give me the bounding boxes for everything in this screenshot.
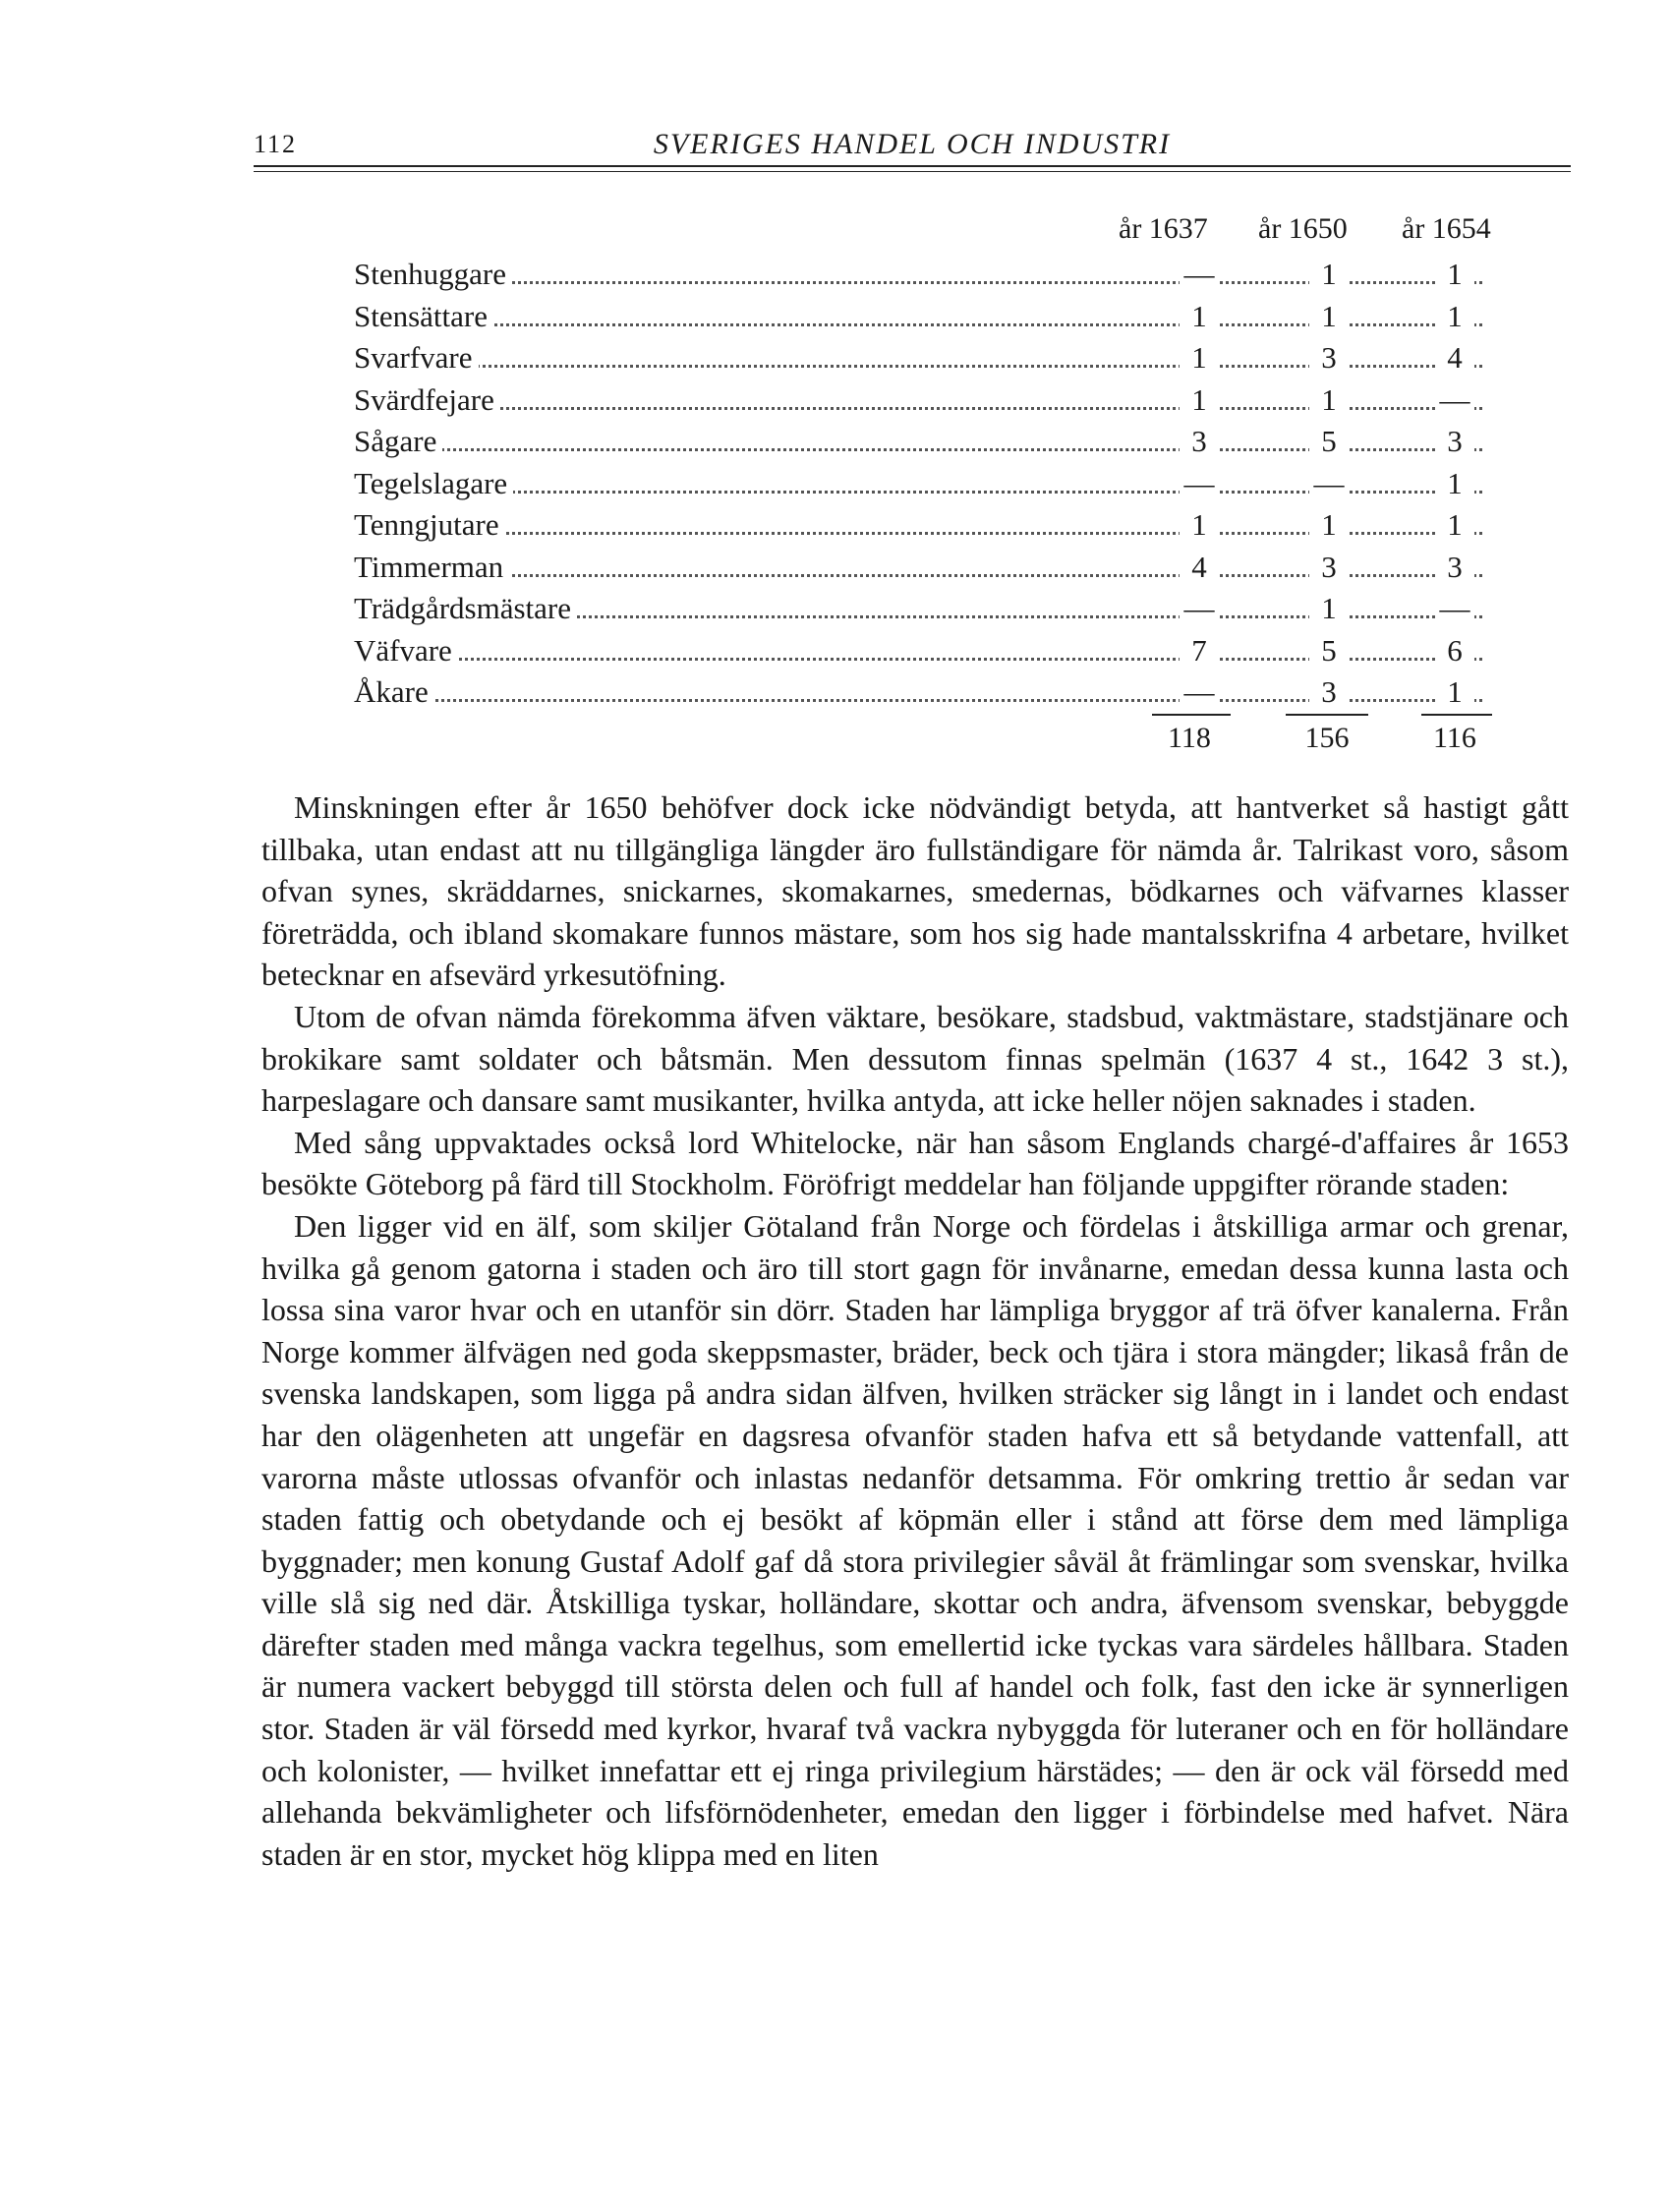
occupation-name: Tenngjutare xyxy=(354,504,505,546)
count-1654: 3 xyxy=(1435,421,1474,462)
header-rule xyxy=(254,165,1571,167)
count-1650: 1 xyxy=(1309,504,1349,546)
count-1650: 5 xyxy=(1309,630,1349,671)
total-1650: 156 xyxy=(1304,721,1350,754)
occupation-name: Sågare xyxy=(354,421,442,462)
count-1650: — xyxy=(1309,463,1349,504)
count-1650: 3 xyxy=(1309,547,1349,588)
body-text xyxy=(261,786,1569,1875)
count-1637: 1 xyxy=(1180,296,1219,337)
occupation-table xyxy=(354,208,1494,757)
count-1637: — xyxy=(1180,254,1219,295)
count-1637: 4 xyxy=(1180,547,1219,588)
count-1654: 3 xyxy=(1435,547,1474,588)
page-number: 112 xyxy=(254,130,298,158)
count-1637: 1 xyxy=(1180,337,1219,378)
count-1654: 4 xyxy=(1435,337,1474,378)
table-row xyxy=(354,296,1494,338)
occupation-name: Trädgårdsmästare xyxy=(354,588,577,629)
year-1637-header: år 1637 xyxy=(1119,212,1208,245)
paragraph: Utom de ofvan nämda förekomma äfven väktare, besökare, stadsbud, vaktmästare, stadstjänare och brokikare samt soldater och båtsmän. Men dessutom finnas spelmän (1637 4 st., 1642 3 st.), harpeslagare och dansare samt musikanter, hvilka antyda, att icke heller nöjen saknades i staden. xyxy=(261,998,1569,1119)
count-1650: 3 xyxy=(1309,337,1349,378)
count-1654: 1 xyxy=(1435,296,1474,337)
count-1654: 6 xyxy=(1435,630,1474,671)
table-row xyxy=(354,337,1494,379)
occupation-name: Timmerman xyxy=(354,547,509,588)
paragraph: Minskningen efter år 1650 behöfver dock icke nödvändigt betyda, att hantverket så hastigt gått tillbaka, utan endast att nu tillgängliga längder äro fullständigare för nämda år. Talrikast voro, såsom ofvan synes, skräddarnes, snickarnes, skomakarnes, smedernas, bödkarnes och väfvarnes klasser företrädda, och ibland skomakare funnos mästare, som hos sig hade mantalsskrifna 4 arbetare, hvilket betecknar en afsevärd yrkesutöfning. xyxy=(261,789,1569,993)
occupation-name: Åkare xyxy=(354,671,434,713)
occupation-name: Svarfvare xyxy=(354,337,479,378)
sum-rule-1654 xyxy=(1421,714,1492,716)
count-1637: 1 xyxy=(1180,504,1219,546)
count-1650: 3 xyxy=(1309,671,1349,713)
table-year-header xyxy=(354,208,1494,254)
sum-rule-1637 xyxy=(1152,714,1231,716)
count-1654: 1 xyxy=(1435,463,1474,504)
occupation-name: Stenhuggare xyxy=(354,254,512,295)
occupation-name: Stensättare xyxy=(354,296,493,337)
count-1654: 1 xyxy=(1435,671,1474,713)
table-row xyxy=(354,547,1494,589)
count-1654: 1 xyxy=(1435,254,1474,295)
table-row xyxy=(354,421,1494,463)
table-row xyxy=(354,588,1494,630)
total-1637: 118 xyxy=(1168,721,1211,754)
table-row xyxy=(354,463,1494,505)
count-1637: — xyxy=(1180,588,1219,629)
sum-rule-1650 xyxy=(1286,714,1368,716)
table-row xyxy=(354,504,1494,547)
table-row xyxy=(354,630,1494,672)
count-1637: — xyxy=(1180,671,1219,713)
occupation-name: Svärdfejare xyxy=(354,379,500,421)
count-1637: — xyxy=(1180,463,1219,504)
paragraph: Med sång uppvaktades också lord Whitelocke, när han såsom Englands chargé-d'affaires år 1653 besökte Göteborg på färd till Stockholm. Föröfrigt meddelar han följande uppgifter rörande staden: xyxy=(261,1124,1569,1202)
occupation-name: Tegelslagare xyxy=(354,463,513,504)
count-1637: 1 xyxy=(1180,379,1219,421)
paragraph: Den ligger vid en älf, som skiljer Götaland från Norge och fördelas i åtskilliga armar och grenar, hvilka gå genom gatorna i staden och äro till stort gagn för invånarne, emedan dessa kunna lasta och lossa sina varor hvar och en utanför sin dörr. Staden har lämpliga bryggor af trä öfver kanalerna. Från Norge kommer älfvägen ned goda skeppsmaster, bräder, beck och tjära i stora mängder; likaså från de svenska landskapen, som ligga på andra sidan älfven, hvilken sträcker sig långt in i landet och endast har den olägenheten att ungefär en dagsresa ofvanför staden hafva ett så betydande vattenfall, att varorna måste utlossas ofvanför och inlastas nedanför detsamma. För omkring trettio år sedan var staden fattig och obetydande och ej besökt af köpmän eller i stånd att förse dem med lämpliga byggnader; men konung Gustaf Adolf gaf då stora privilegier såväl åt främlingar som svenskar, hvilka ville slå sig ned där. Åtskilliga tyskar, holländare, skottar och andra, äfvensom svenskar, bebyggde därefter staden med många vackra tegelhus, som emellertid icke tyckas vara särdeles hållbara. Staden är numera vackert bebyggd till största delen och full af handel och folk, fast den icke är synnerligen stor. Staden är väl försedd med kyrkor, hvaraf två vackra nybyggda för luteraner och en för holländare och kolonister, — hvilket innefattar ett ej ringa privilegium härstädes; — den är ock väl försedd med allehanda bekvämligheter och lifsförnödenheter, emedan den ligger i förbindelse med hafvet. Nära staden är en stor, mycket hög klippa med en liten xyxy=(261,1207,1569,1872)
year-1654-header: år 1654 xyxy=(1402,212,1491,245)
count-1650: 1 xyxy=(1309,588,1349,629)
count-1650: 1 xyxy=(1309,379,1349,421)
running-title: SVERIGES HANDEL OCH INDUSTRI xyxy=(653,128,1172,160)
count-1650: 1 xyxy=(1309,296,1349,337)
running-header xyxy=(254,128,1571,163)
count-1650: 5 xyxy=(1309,421,1349,462)
count-1654: — xyxy=(1435,379,1474,421)
count-1654: 1 xyxy=(1435,504,1474,546)
totals-row xyxy=(354,714,1494,757)
count-1650: 1 xyxy=(1309,254,1349,295)
total-1654: 116 xyxy=(1433,721,1476,754)
count-1654: — xyxy=(1435,588,1474,629)
count-1637: 3 xyxy=(1180,421,1219,462)
table-row xyxy=(354,671,1494,714)
occupation-name: Väfvare xyxy=(354,630,458,671)
table-row xyxy=(354,254,1494,296)
table-row xyxy=(354,379,1494,422)
header-rule-thin xyxy=(254,171,1571,172)
count-1637: 7 xyxy=(1180,630,1219,671)
year-1650-header: år 1650 xyxy=(1258,212,1348,245)
